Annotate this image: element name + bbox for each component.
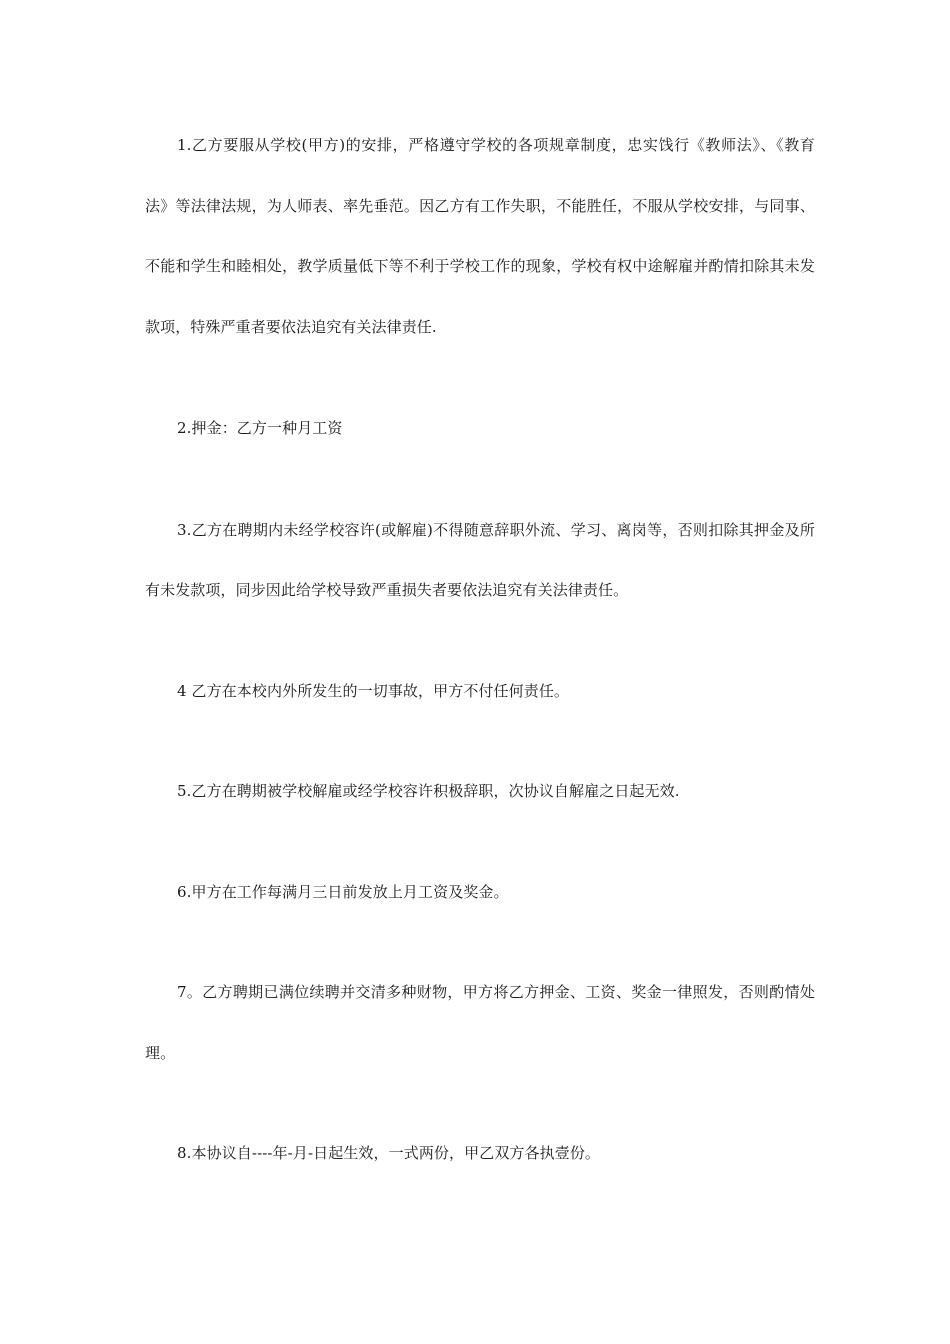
clause-4: 4 乙方在本校内外所发生的一切事故，甲方不付任何责任。 <box>177 681 570 700</box>
clause-3: 3.乙方在聘期内未经学校容许(或解雇)不得随意辞职外流、学习、离岗等，否则扣除其押金及所有未发款项，同步因此给学校导致严重损失者要依法追究有关法律责任。 <box>145 520 815 599</box>
clause-8: 8.本协议自----年-月-日起生效，一式两份，甲乙双方各执壹份。 <box>177 1144 601 1162</box>
clause-6: 6.甲方在工作每满月三日前发放上月工资及奖金。 <box>177 882 509 901</box>
clause-2: 2.押金：乙方一种月工资 <box>177 419 343 437</box>
clause-1: 1.乙方要服从学校(甲方)的安排，严格遵守学校的各项规章制度，忠实饯行《教师法》、《教育法》等法律法规，为人师表、率先垂范。因乙方有工作失职，不能胜任，不服从学校安排，与同事、不能和学生和睦相处，教学质量低下等不利于学校工作的现象，学校有权中途解雇并酌情扣除其未发款项，特殊严重者要依法追究有关法律责任. <box>145 136 815 336</box>
clause-7: 7。乙方聘期已满位续聘并交清多种财物，甲方将乙方押金、工资、奖金一律照发，否则酌情处理。 <box>145 983 815 1062</box>
agreement-body <box>145 115 815 1184</box>
clause-5: 5.乙方在聘期被学校解雇或经学校容许积极辞职，次协议自解雇之日起无效. <box>177 782 680 800</box>
